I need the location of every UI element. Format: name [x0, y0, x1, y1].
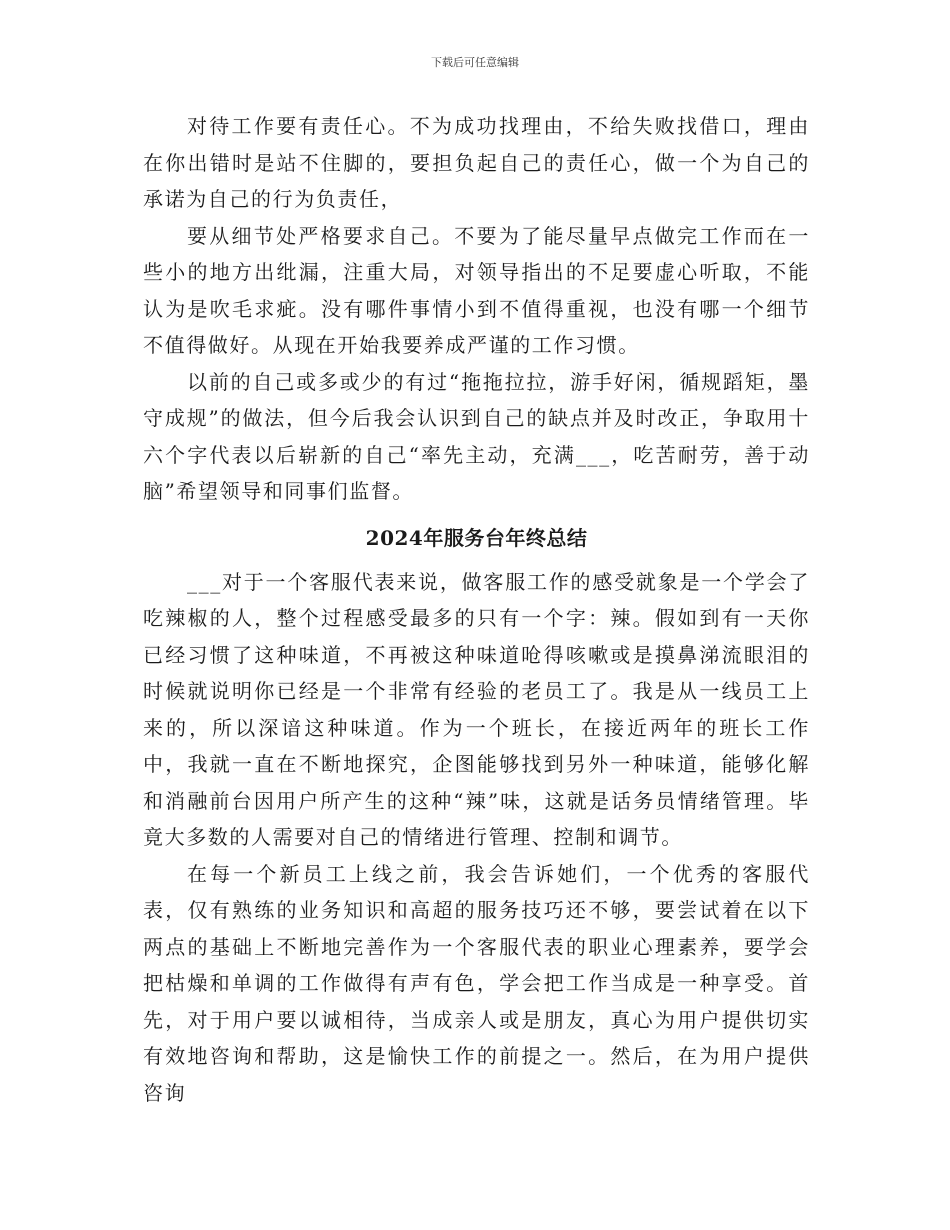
paragraph-responsibility: 对待工作要有责任心。不为成功找理由，不给失败找借口，理由在你出错时是站不住脚的，要担负起自己的责任心，做一个为自己的承诺为自己的行为负责任， — [143, 114, 810, 211]
paragraph-customer-service: ___对于一个客服代表来说，做客服工作的感受就象是一个学会了吃辣椒的人，整个过程感受最多的只有一个字：辣。假如到有一天你已经习惯了这种味道，不再被这种味道呛得咳嗽或是摸鼻涕流眼泪的时候就说明你已经是一个非常有经验的老员工了。我是从一线员工上来的，所以深谙这种味道。作为一个班长，在接近两年的班长工作中，我就一直在不断地探究，企图能够找到另外一种味道，能够化解和消融前台因用户所产生的这种“辣”味，这就是话务员情绪管理。毕竟大多数的人需要对自己的情绪进行管理、控制和调节。 — [143, 569, 810, 849]
paragraph-details: 要从细节处严格要求自己。不要为了能尽量早点做完工作而在一些小的地方出纰漏，注重大局，对领导指出的不足要虚心听取，不能认为是吹毛求疵。没有哪件事情小到不值得重视，也没有哪一个细节不值得做好。从现在开始我要养成严谨的工作习惯。 — [143, 223, 810, 357]
section-title: 2024年服务台年终总结 — [365, 525, 588, 550]
paragraph-new-staff: 在每一个新员工上线之前，我会告诉她们，一个优秀的客服代表，仅有熟练的业务知识和高超的服务技巧还不够，要尝试着在以下两点的基础上不断地完善作为一个客服代表的职业心理素养，要学会把枯燥和单调的工作做得有声有色，学会把工作当成是一种享受。首先，对于用户要以诚相待，当成亲人或是朋友，真心为用户提供切实有效地咨询和帮助，这是愉快工作的前提之一。然后，在为用户提供咨询 — [143, 861, 810, 1105]
page-header-note: 下载后可任意编辑 — [431, 56, 519, 69]
document-body — [143, 108, 810, 1111]
paragraph-self-improvement: 以前的自己或多或少的有过“拖拖拉拉，游手好闲，循规蹈矩，墨守成规”的做法，但今后我会认识到自己的缺点并及时改正，争取用十六个字代表以后崭新的自己“率先主动，充满___，吃苦耐劳，善于动脑”希望领导和同事们监督。 — [143, 369, 810, 503]
